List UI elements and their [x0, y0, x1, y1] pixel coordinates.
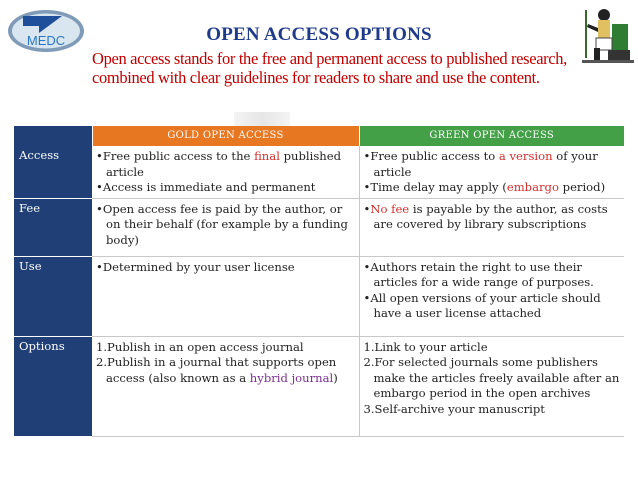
table-row-options: [14, 336, 624, 436]
table-row-use: [14, 256, 624, 336]
table-header-row: [14, 126, 624, 146]
intro-text: Open access stands for the free and permanent access to published research, combined with clear guidelines for readers to share and use the content.: [92, 49, 567, 87]
logo-text: MEDC: [26, 33, 66, 48]
table-row-access: [14, 146, 624, 198]
list-item: 3.Self-archive your manuscript: [363, 401, 545, 416]
list-item: •Open access fee is paid by the author, or on their behalf (for example by a funding body): [96, 201, 348, 247]
header-corner-cell: [14, 126, 92, 146]
watermark-mark: [234, 112, 290, 126]
row-label-options: Options: [14, 336, 92, 436]
list-item: •Free public access to the final published article: [96, 149, 342, 179]
list-item: •Authors retain the right to use their articles for a wide range of purposes.: [363, 259, 594, 289]
list-item: 1.Publish in an open access journal: [96, 339, 304, 354]
gold-access-cell: [92, 146, 359, 198]
comparison-table: [14, 126, 624, 437]
green-fee-cell: [359, 198, 624, 256]
green-open-access-header: GREEN OPEN ACCESS: [359, 126, 624, 146]
gold-fee-cell: [92, 198, 359, 256]
table-row-fee: [14, 198, 624, 256]
gold-open-access-header: GOLD OPEN ACCESS: [92, 126, 359, 146]
green-options-cell: [359, 336, 624, 436]
gold-options-cell: [92, 336, 359, 436]
list-item: •Time delay may apply (embargo period): [363, 180, 606, 194]
green-use-cell: [359, 256, 624, 336]
list-item: •Determined by your user license: [96, 259, 295, 274]
row-label-access: Access: [14, 146, 92, 198]
list-item: •All open versions of your article should have a user license attached: [363, 290, 601, 320]
page-title: OPEN ACCESS OPTIONS: [206, 24, 432, 45]
list-item: •Access is immediate and permanent: [96, 180, 316, 194]
list-item: 2.Publish in a journal that supports open access (also known as a hybrid journal): [96, 355, 338, 385]
list-item: 1.Link to your article: [363, 339, 488, 354]
list-item: 2.For selected journals some publishers make the articles freely available after an embargo period in the open archives: [363, 355, 620, 400]
gold-use-cell: [92, 256, 359, 336]
list-item: •No fee is payable by the author, as costs are covered by library subscriptions: [363, 201, 608, 231]
row-label-fee: Fee: [14, 198, 92, 256]
green-access-cell: [359, 146, 624, 198]
row-label-use: Use: [14, 256, 92, 336]
list-item: •Free public access to a version of your article: [363, 149, 598, 179]
